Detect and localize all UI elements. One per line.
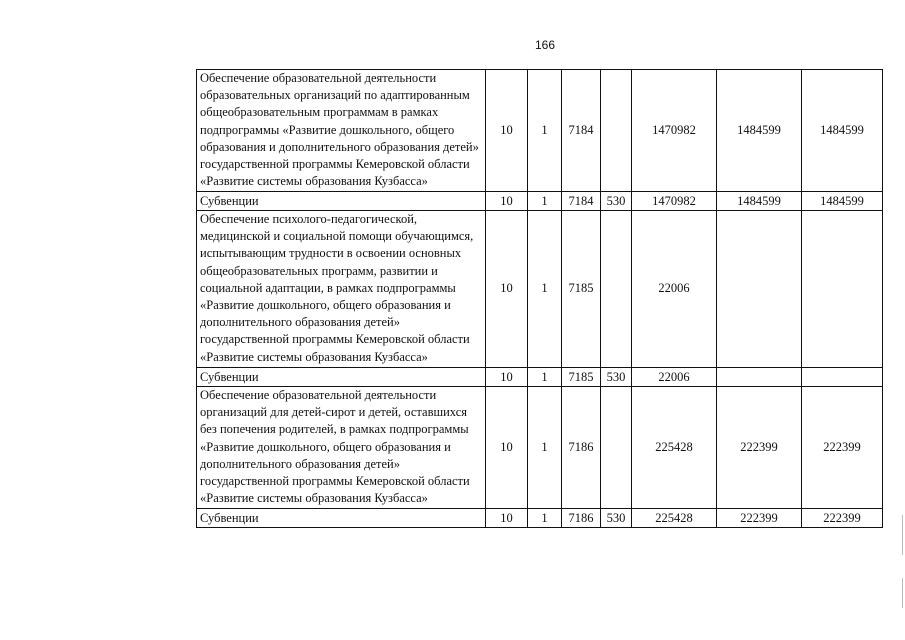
- page-number: 166: [534, 38, 556, 52]
- amount-year-2: [717, 211, 802, 368]
- amount-year-2: 1484599: [717, 192, 802, 211]
- section-code: 10: [486, 368, 528, 387]
- scan-edge-mark: [902, 578, 903, 608]
- amount-year-2: 222399: [717, 509, 802, 528]
- expense-type-code: [601, 387, 632, 509]
- amount-year-3: [802, 211, 883, 368]
- row-description: Обеспечение образовательной деятельности организаций для детей-сирот и детей, оставшихся без попечения родителей, в рамках подпрограммы «Развитие дошкольного, общего образования и дополнительного образования детей» государственной программы Кемеровской области «Развитие системы образования Кузбасса»: [197, 387, 486, 509]
- subsection-code: 1: [528, 192, 562, 211]
- amount-year-1: 1470982: [632, 70, 717, 192]
- target-code: 7185: [562, 368, 601, 387]
- table-row: [197, 368, 883, 387]
- amount-year-1: 225428: [632, 387, 717, 509]
- table-row: [197, 70, 883, 192]
- target-code: 7186: [562, 387, 601, 509]
- section-code: 10: [486, 70, 528, 192]
- amount-year-2: 1484599: [717, 70, 802, 192]
- subsection-code: 1: [528, 368, 562, 387]
- amount-year-2: [717, 368, 802, 387]
- expense-type-code: 530: [601, 192, 632, 211]
- amount-year-3: 222399: [802, 387, 883, 509]
- budget-table: [196, 69, 883, 528]
- row-description: Субвенции: [197, 192, 486, 211]
- table-row: [197, 509, 883, 528]
- target-code: 7184: [562, 192, 601, 211]
- row-description: Субвенции: [197, 509, 486, 528]
- amount-year-1: 1470982: [632, 192, 717, 211]
- row-description: Субвенции: [197, 368, 486, 387]
- amount-year-3: 1484599: [802, 70, 883, 192]
- row-description: Обеспечение образовательной деятельности образовательных организаций по адаптированным общеобразовательным программам в рамках подпрограммы «Развитие дошкольного, общего образования и дополнительного образования детей» государственной программы Кемеровской области «Развитие системы образования Кузбасса»: [197, 70, 486, 192]
- subsection-code: 1: [528, 211, 562, 368]
- table-row: [197, 387, 883, 509]
- amount-year-1: 22006: [632, 368, 717, 387]
- expense-type-code: 530: [601, 368, 632, 387]
- table-row: [197, 211, 883, 368]
- target-code: 7185: [562, 211, 601, 368]
- amount-year-3: 1484599: [802, 192, 883, 211]
- target-code: 7184: [562, 70, 601, 192]
- subsection-code: 1: [528, 509, 562, 528]
- section-code: 10: [486, 509, 528, 528]
- section-code: 10: [486, 387, 528, 509]
- amount-year-2: 222399: [717, 387, 802, 509]
- row-description: Обеспечение психолого-педагогической, медицинской и социальной помощи обучающимся, испытывающим трудности в освоении основных общеобразовательных программ, развитии и социальной адаптации, в рамках подпрограммы «Развитие дошкольного, общего образования и дополнительного образования детей» государственной программы Кемеровской области «Развитие системы образования Кузбасса»: [197, 211, 486, 368]
- section-code: 10: [486, 211, 528, 368]
- amount-year-1: 22006: [632, 211, 717, 368]
- subsection-code: 1: [528, 70, 562, 192]
- scan-edge-mark: [902, 515, 903, 555]
- expense-type-code: [601, 211, 632, 368]
- amount-year-1: 225428: [632, 509, 717, 528]
- target-code: 7186: [562, 509, 601, 528]
- amount-year-3: [802, 368, 883, 387]
- expense-type-code: 530: [601, 509, 632, 528]
- expense-type-code: [601, 70, 632, 192]
- subsection-code: 1: [528, 387, 562, 509]
- table-row: [197, 192, 883, 211]
- amount-year-3: 222399: [802, 509, 883, 528]
- section-code: 10: [486, 192, 528, 211]
